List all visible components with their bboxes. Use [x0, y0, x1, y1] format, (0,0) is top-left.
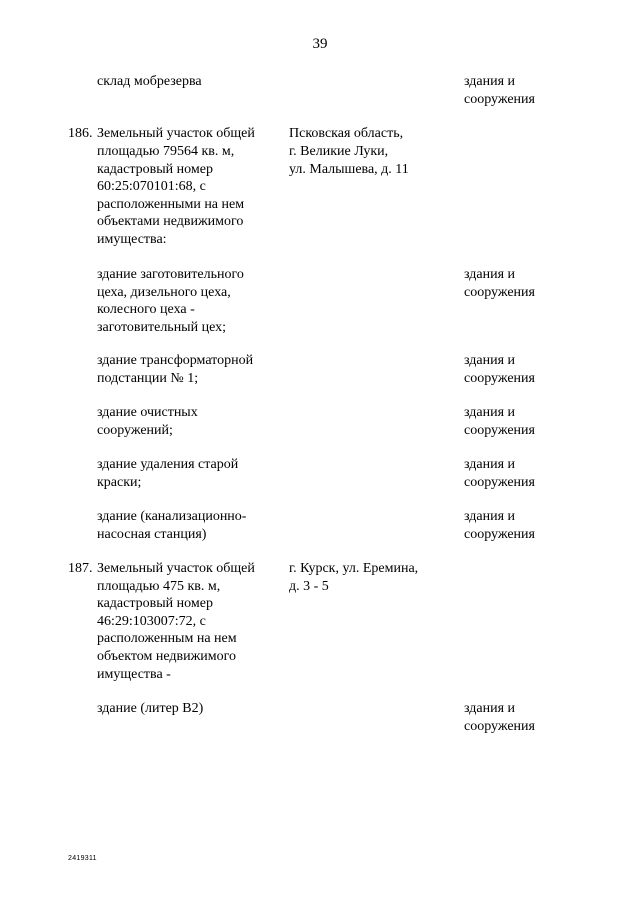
sub-item-name-line: сооружений; [97, 423, 173, 438]
page-number: 39 [312, 36, 328, 52]
entry-name-line: Земельный участок общей [97, 561, 255, 576]
entry-address-line: д. 3 - 5 [289, 579, 329, 594]
entry-address-line: Псковская область, [289, 126, 404, 141]
sub-item-type-line: сооружения [464, 423, 535, 438]
entry-name-line: 46:29:103007:72, с [97, 614, 206, 629]
sub-item-type-line: здания и [464, 353, 516, 368]
sub-item-type-line: сооружения [464, 475, 535, 490]
sub-item-name-line: здание удаления старой [97, 457, 239, 472]
sub-item-type-line: сооружения [464, 719, 535, 734]
sub-item-name-line: заготовительный цех; [97, 320, 226, 335]
sub-item-name-line: здание (канализационно- [97, 509, 247, 524]
sub-item-type-line: здания и [464, 701, 516, 716]
sub-item-type-line: сооружения [464, 527, 535, 542]
entry-name-line: Земельный участок общей [97, 126, 255, 141]
sub-item-type-line: здания и [464, 457, 516, 472]
sub-item-name-line: краски; [97, 475, 142, 490]
sub-item-name-line: здание заготовительного [97, 267, 244, 282]
sub-item-type-line: здания и [464, 267, 516, 282]
entry-name-line: имущества - [97, 667, 171, 682]
sub-item-name-line: колесного цеха - [97, 302, 195, 317]
sub-item-name-line: здание очистных [97, 405, 198, 420]
entry-number: 186. [68, 126, 93, 141]
entry-name-line: кадастровый номер [97, 596, 213, 611]
sub-item-type-line: здания и [464, 405, 516, 420]
sub-item-name-line: насосная станция) [97, 527, 207, 542]
document-code: 2419311 [68, 855, 97, 862]
entry-type-line: здания и [464, 74, 516, 89]
entry-name-line: площадью 79564 кв. м, [97, 144, 235, 159]
sub-item-type-line: сооружения [464, 285, 535, 300]
entry-name-line: площадью 475 кв. м, [97, 579, 221, 594]
sub-item-type-line: здания и [464, 509, 516, 524]
entry-type-line: сооружения [464, 92, 535, 107]
entry-name-line: кадастровый номер [97, 162, 213, 177]
sub-item-name-line: цеха, дизельного цеха, [97, 285, 231, 300]
entry-name-line: имущества: [97, 232, 167, 247]
entry-address-line: г. Курск, ул. Еремина, [289, 561, 419, 576]
entry-name-line: склад мобрезерва [97, 74, 202, 89]
entry-name-line: расположенным на нем [97, 631, 237, 646]
sub-item-name-line: подстанции № 1; [97, 371, 199, 386]
sub-item-name-line: здание трансформаторной [97, 353, 254, 368]
entry-name-line: объектом недвижимого [97, 649, 237, 664]
entry-name-line: объектами недвижимого [97, 214, 244, 229]
sub-item-name-line: здание (литер В2) [97, 701, 204, 716]
entry-address-line: г. Великие Луки, [289, 144, 389, 159]
sub-item-type-line: сооружения [464, 371, 535, 386]
entry-number: 187. [68, 561, 93, 576]
entry-name-line: 60:25:070101:68, с [97, 179, 206, 194]
entry-address-line: ул. Малышева, д. 11 [289, 162, 409, 177]
entry-name-line: расположенными на нем [97, 197, 245, 212]
